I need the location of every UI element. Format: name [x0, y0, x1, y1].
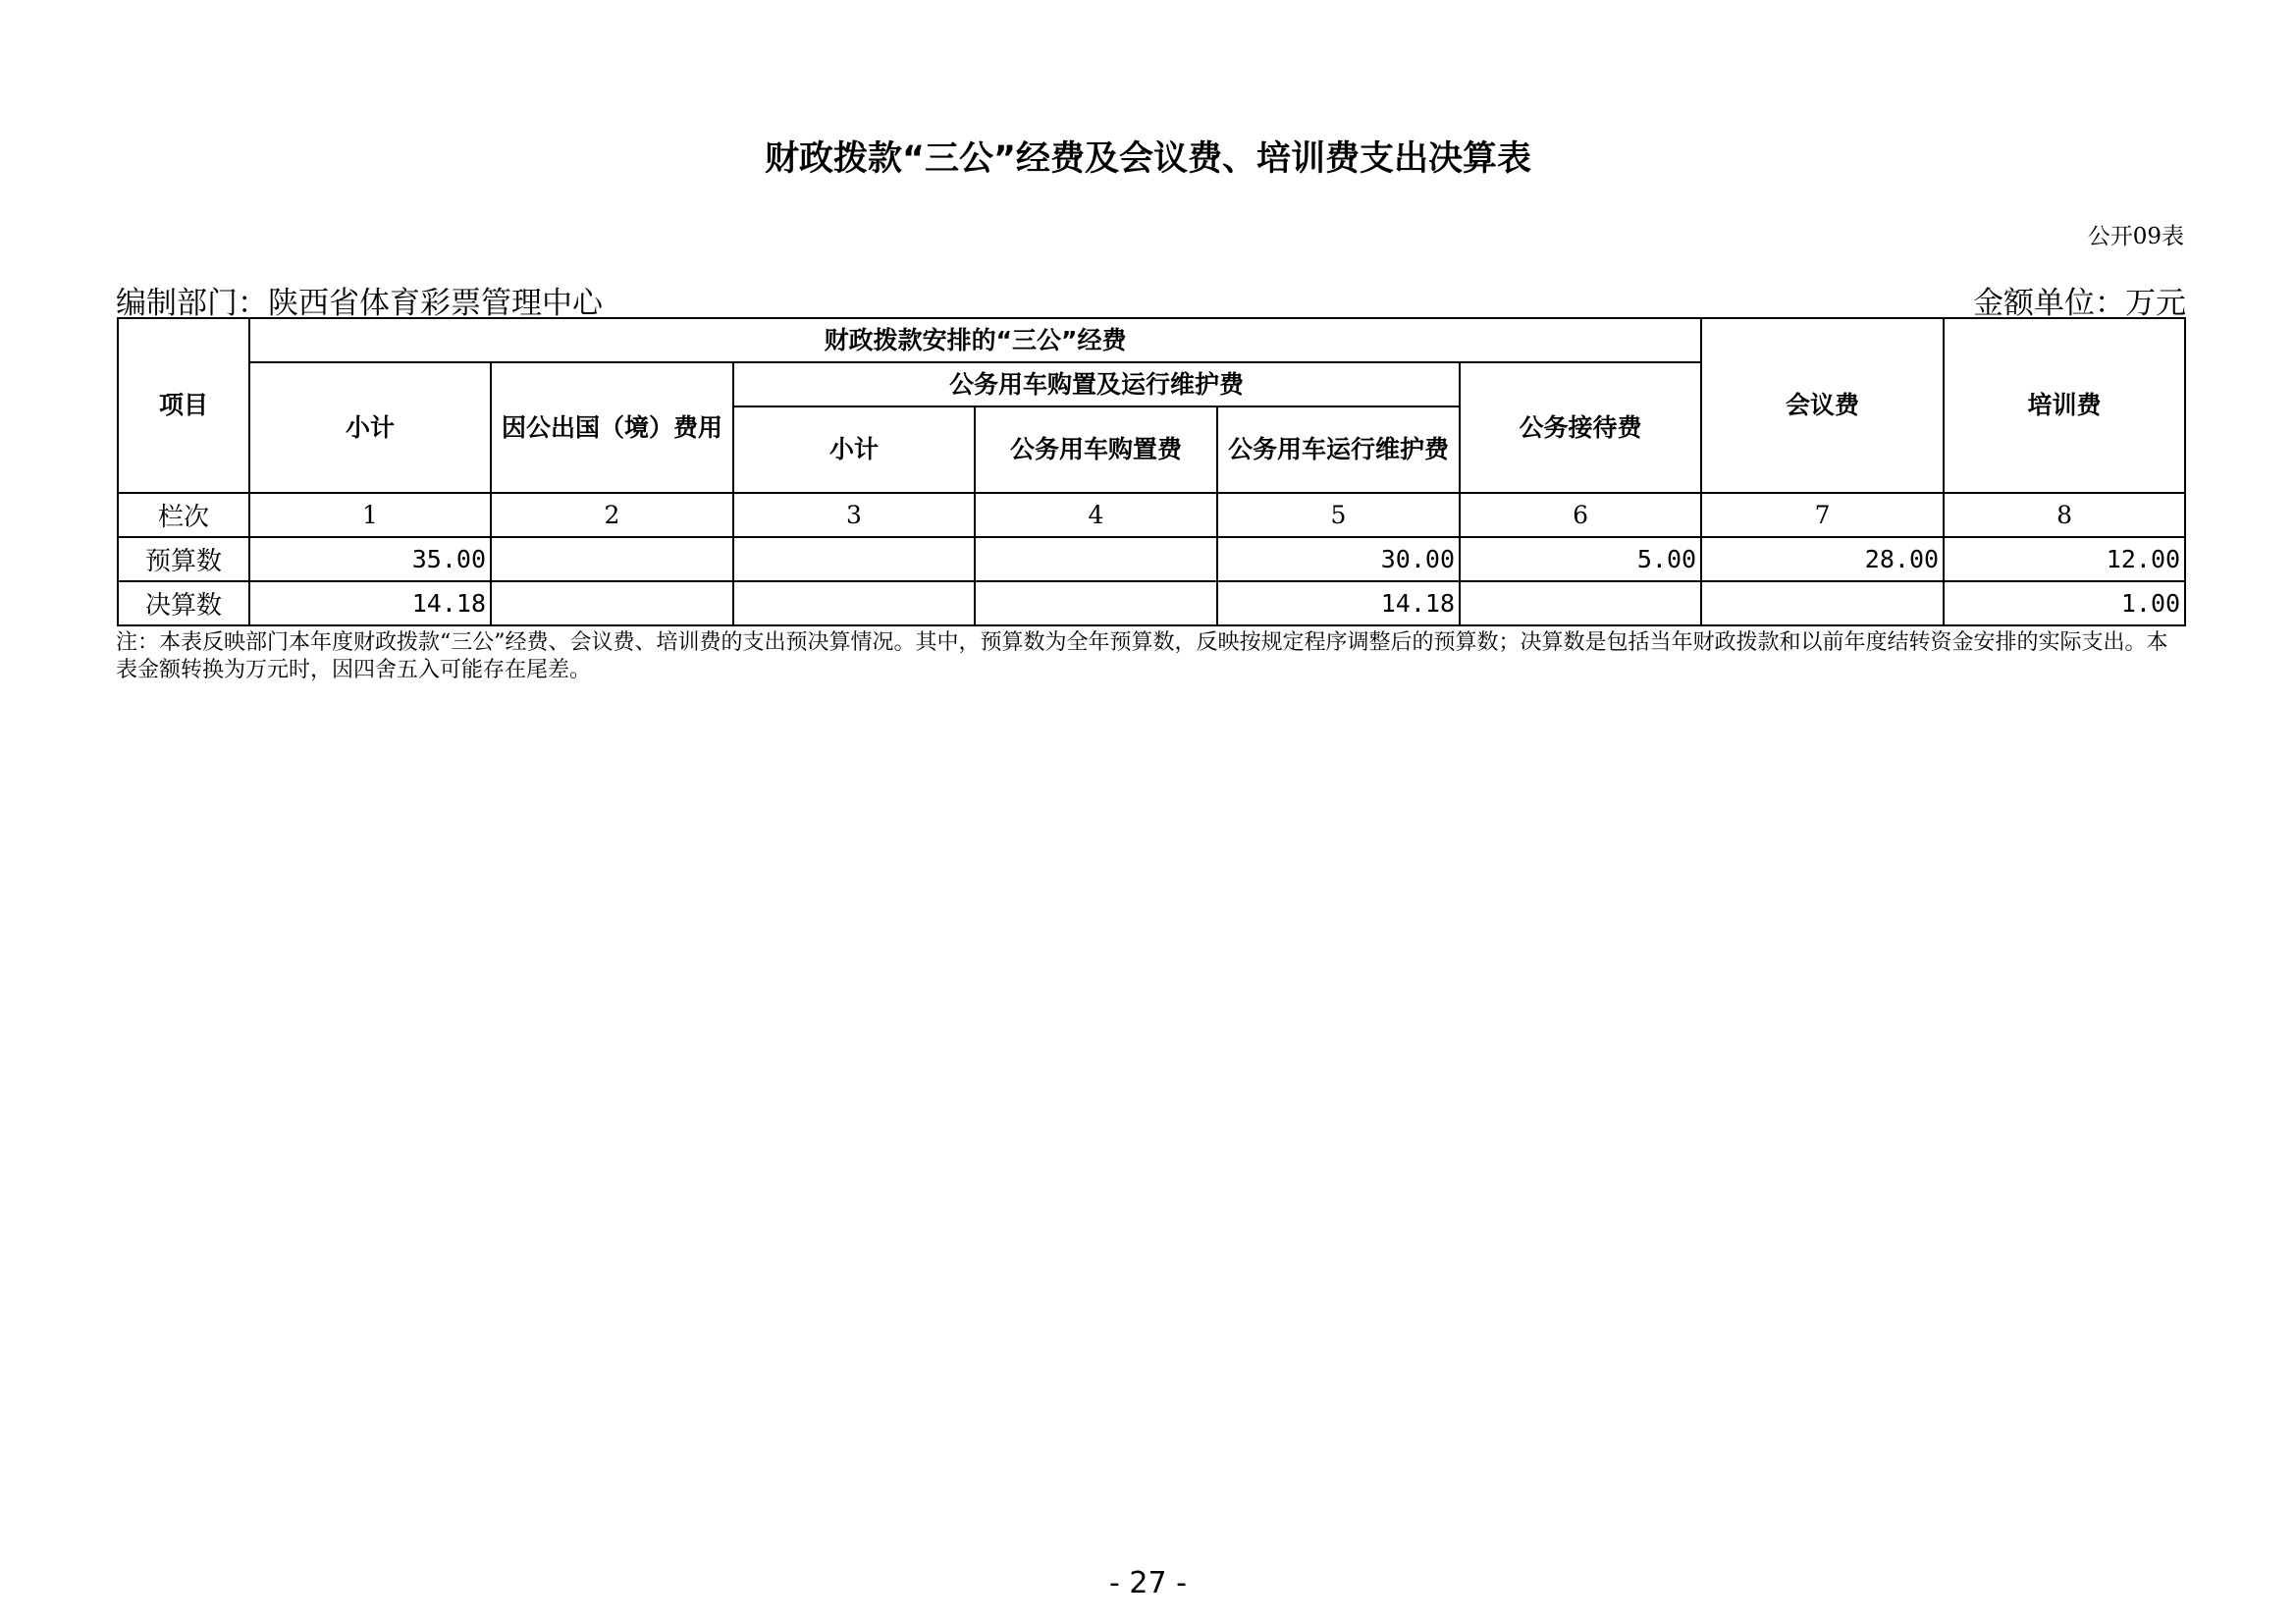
header-sangong-group: 财政拨款安排的“三公”经费 — [249, 318, 1701, 362]
form-number: 公开09表 — [2087, 224, 2184, 249]
table-cell: 2 — [491, 493, 733, 537]
document-title: 财政拨款“三公”经费及会议费、培训费支出决算表 — [764, 139, 1531, 179]
header-vehicle-purchase: 公务用车购置费 — [975, 406, 1217, 493]
table-cell: 8 — [1944, 493, 2185, 537]
table-cell: 6 — [1460, 493, 1701, 537]
header-vehicle-operation: 公务用车运行维护费 — [1217, 406, 1460, 493]
table-cell — [733, 581, 975, 625]
header-reception: 公务接待费 — [1460, 362, 1701, 493]
table-row — [118, 537, 2185, 581]
table-row — [118, 581, 2185, 625]
table-cell: 28.00 — [1701, 537, 1944, 581]
table-cell — [733, 537, 975, 581]
table-cell: 3 — [733, 493, 975, 537]
table-cell: 5 — [1217, 493, 1460, 537]
page-number: - 27 - — [1109, 1566, 1187, 1600]
header-abroad: 因公出国（境）费用 — [491, 362, 733, 493]
table-cell: 35.00 — [249, 537, 491, 581]
row-label: 决算数 — [118, 581, 249, 625]
expenditure-table — [117, 317, 2186, 626]
table-cell — [491, 537, 733, 581]
table-cell: 30.00 — [1217, 537, 1460, 581]
compiling-department: 编制部门：陕西省体育彩票管理中心 — [116, 286, 603, 321]
table-cell: 1.00 — [1944, 581, 2185, 625]
table-cell — [491, 581, 733, 625]
table-cell: 14.18 — [1217, 581, 1460, 625]
header-meeting: 会议费 — [1701, 318, 1944, 493]
header-training: 培训费 — [1944, 318, 2185, 493]
table-row — [118, 493, 2185, 537]
header-vehicle-subtotal: 小计 — [733, 406, 975, 493]
table-cell — [975, 537, 1217, 581]
table-cell: 5.00 — [1460, 537, 1701, 581]
table-cell — [1701, 581, 1944, 625]
table-cell: 4 — [975, 493, 1217, 537]
header-item: 项目 — [118, 318, 249, 493]
table-cell: 1 — [249, 493, 491, 537]
table-cell — [975, 581, 1217, 625]
row-label: 栏次 — [118, 493, 249, 537]
table-cell — [1460, 581, 1701, 625]
header-vehicle-group: 公务用车购置及运行维护费 — [733, 362, 1460, 406]
table-note: 注：本表反映部门本年度财政拨款“三公”经费、会议费、培训费的支出预决算情况。其中，预算数为全年预算数，反映按规定程序调整后的预算数；决算数是包括当年财政拨款和以前年度结转资金安排的实际支出。本表金额转换为万元时，因四舍五入可能存在尾差。 — [116, 630, 2168, 682]
row-label: 预算数 — [118, 537, 249, 581]
table-cell: 7 — [1701, 493, 1944, 537]
table-cell: 12.00 — [1944, 537, 2185, 581]
amount-unit: 金额单位：万元 — [1973, 286, 2186, 321]
table-cell: 14.18 — [249, 581, 491, 625]
header-subtotal: 小计 — [249, 362, 491, 493]
